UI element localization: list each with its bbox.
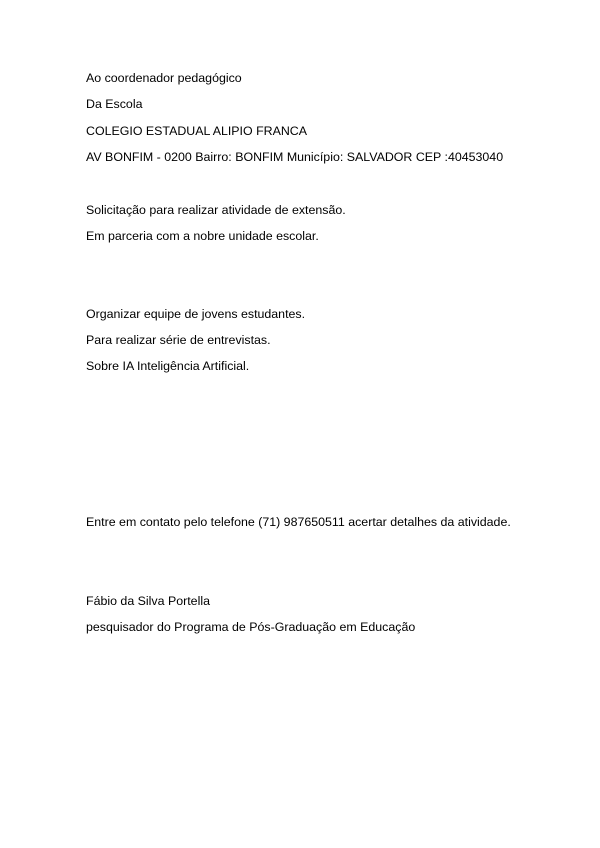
plan-line-topic: Sobre IA Inteligência Artificial. — [86, 359, 250, 373]
signature-name: Fábio da Silva Portella — [86, 594, 210, 608]
contact-line: Entre em contato pelo telefone (71) 987650511 acertar detalhes da atividade. — [86, 515, 511, 529]
partnership-line: Em parceria com a nobre unidade escolar. — [86, 229, 319, 243]
recipient-line: Ao coordenador pedagógico — [86, 71, 242, 85]
recipient-school-line: Da Escola — [86, 97, 143, 111]
plan-line-team: Organizar equipe de jovens estudantes. — [86, 307, 306, 321]
plan-line-interviews: Para realizar série de entrevistas. — [86, 333, 271, 347]
school-address: AV BONFIM - 0200 Bairro: BONFIM Município: SALVADOR CEP :40453040 — [86, 150, 504, 164]
school-name: COLEGIO ESTADUAL ALIPIO FRANCA — [86, 124, 308, 138]
signature-role: pesquisador do Programa de Pós-Graduação em Educação — [86, 620, 416, 634]
request-line: Solicitação para realizar atividade de extensão. — [86, 203, 346, 217]
